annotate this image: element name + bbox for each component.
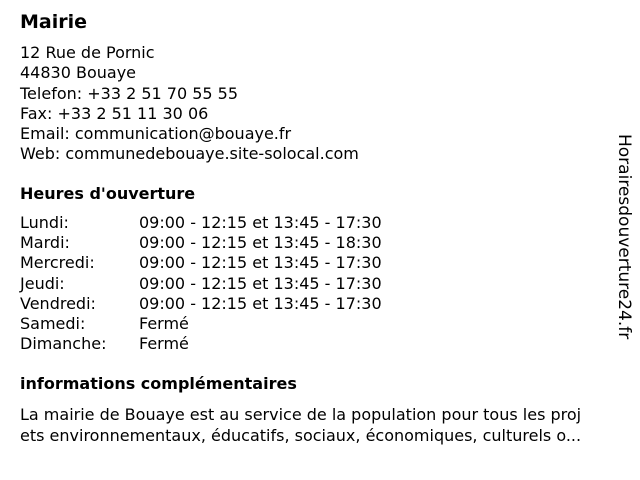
hours-value: 09:00 - 12:15 et 13:45 - 17:30 [139,293,382,313]
hours-value: Fermé [139,313,189,333]
hours-value: 09:00 - 12:15 et 13:45 - 17:30 [139,253,382,273]
postal-city: 44830 Bouaye [20,63,137,83]
street-address: 12 Rue de Pornic [20,43,155,62]
site-watermark: Horairesdouverture24.fr [614,134,634,340]
day-label: Lundi: [20,213,69,232]
phone-number: Telefon: +33 2 51 70 55 55 [20,83,239,103]
opening-hours-heading: Heures d'ouverture [20,184,196,203]
day-label: Mercredi: [20,253,95,273]
hours-value: 09:00 - 12:15 et 13:45 - 17:30 [139,213,382,232]
hours-value: Fermé [139,334,189,354]
additional-info-heading: informations complémentaires [20,374,297,393]
description-text [20,404,630,446]
day-label: Jeudi: [20,273,65,293]
day-label: Vendredi: [20,293,96,313]
description-line: ets environnementaux, éducatifs, sociaux, économiques, culturels o... [20,426,582,445]
description-line: La mairie de Bouaye est au service de la population pour tous les proj [20,405,582,424]
day-label: Mardi: [20,233,70,253]
address-block [20,43,359,165]
website: Web: communedebouaye.site-solocal.com [20,144,359,164]
hours-value: 09:00 - 12:15 et 13:45 - 18:30 [139,233,382,253]
day-label: Samedi: [20,313,86,333]
page-title: Mairie [20,11,88,33]
email-address: Email: communication@bouaye.fr [20,124,292,144]
day-label: Dimanche: [20,334,107,354]
fax-number: Fax: +33 2 51 11 30 06 [20,103,209,123]
hours-value: 09:00 - 12:15 et 13:45 - 17:30 [139,273,382,293]
